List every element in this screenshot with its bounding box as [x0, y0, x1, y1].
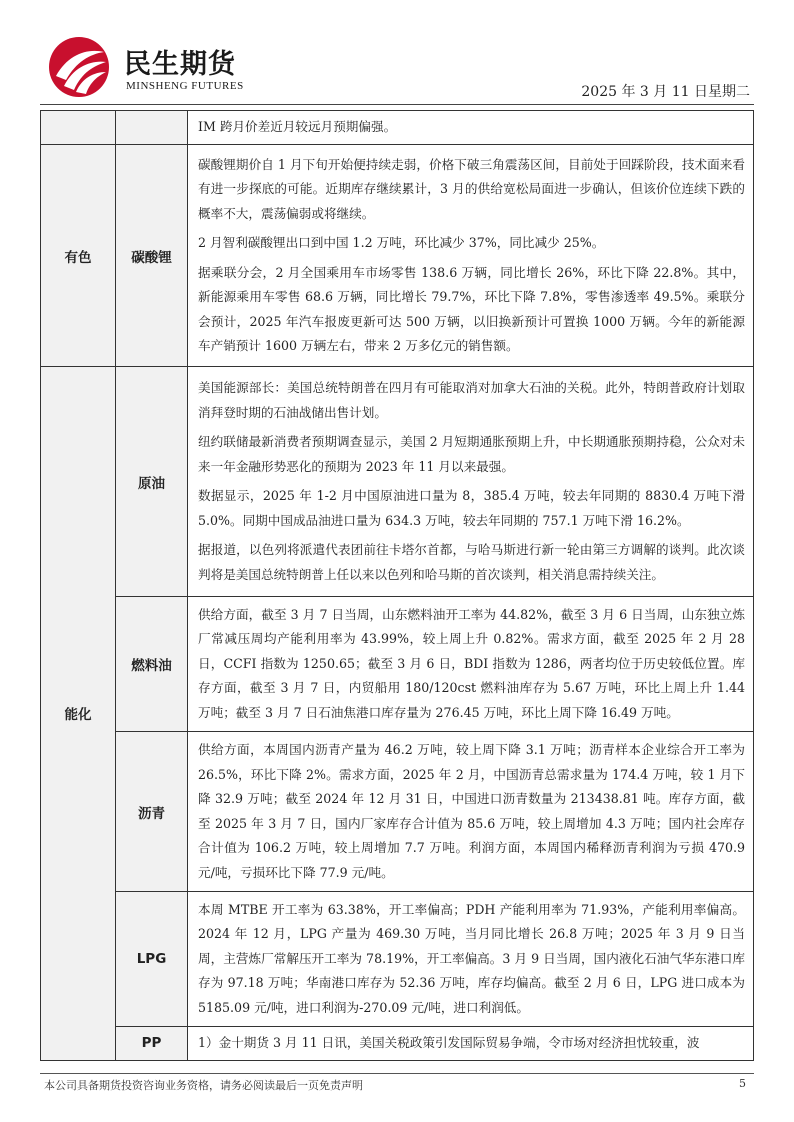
product-cell: PP	[116, 1027, 188, 1061]
table-row	[41, 732, 754, 892]
analysis-cell	[188, 367, 754, 597]
table-row	[41, 892, 754, 1027]
product-cell: LPG	[116, 892, 188, 1027]
report-date: 2025 年 3 月 11 日星期二	[581, 84, 750, 100]
analysis-paragraph: 供给方面，本周国内沥青产量为 46.2 万吨，较上周下降 3.1 万吨；沥青样本企业综合开工率为 26.5%，环比下降 2%。需求方面，2025 年 2 月，中国沥青总需求量为 174.4 万吨，较 1 月下降 32.9 万吨；截至 2024 年 12 月 31 日，中国进口沥青数量为 213438.81 吨。库存方面，截至 2025 年 3 月 7 日，国内厂家库存合计值为 85.6 万吨，较上周增加 4.3 万吨；国内社会库存合计值为 106.2 万吨，较上周增加 7.7 万吨。利润方面，本周国内稀释沥青利润为亏损 470.9 元/吨，亏损环比下降 77.9 元/吨。	[198, 742, 745, 880]
analysis-paragraph: 2 月智利碳酸锂出口到中国 1.2 万吨，环比减少 37%，同比减少 25%。	[198, 235, 605, 250]
minsheng-logo-icon	[48, 36, 110, 98]
product-cell: 原油	[116, 367, 188, 597]
product-cell: 燃料油	[116, 597, 188, 732]
commodity-table	[40, 110, 754, 1061]
analysis-paragraph: 据乘联分会，2 月全国乘用车市场零售 138.6 万辆，同比增长 26%，环比下降 22.8%。其中，新能源乘用车零售 68.6 万辆，同比增长 79.7%，环比下降 7.8%，零售渗透率 49.5%。乘联分会预计，2025 年汽车报废更新可达 500 万辆，以旧换新预计可置换 1000 万辆。今年的新能源车产销预计 1600 万辆左右，带来 2 万多亿元的销售额。	[198, 264, 745, 353]
footer-divider	[40, 1073, 754, 1074]
sector-cell: 有色	[41, 145, 116, 367]
product-cell: 碳酸锂	[116, 145, 188, 367]
header-divider	[40, 104, 754, 105]
table-row	[41, 1027, 754, 1061]
product-cell	[116, 111, 188, 145]
product-cell: 沥青	[116, 732, 188, 892]
brand-name-cn: 民生期货	[124, 49, 236, 80]
table-row	[41, 367, 754, 597]
analysis-cell	[188, 892, 754, 1027]
sector-cell: 能化	[41, 367, 116, 1061]
sector-cell	[41, 111, 116, 145]
brand-name-en: MINSHENG FUTURES	[126, 80, 244, 92]
table-row	[41, 145, 754, 367]
analysis-cell	[188, 1027, 754, 1061]
table-row	[41, 597, 754, 732]
page-number: 5	[739, 1077, 746, 1090]
disclaimer-text: 本公司具备期货投资咨询业务资格，请务必阅读最后一页免责声明	[44, 1079, 363, 1092]
analysis-cell	[188, 732, 754, 892]
analysis-cell	[188, 145, 754, 367]
page-header	[40, 36, 754, 104]
analysis-paragraph: 纽约联储最新消费者预期调查显示，美国 2 月短期通胀预期上升，中长期通胀预期持稳，公众对未来一年金融形势恶化的预期为 2023 年 11 月以来最强。	[198, 434, 745, 474]
analysis-paragraph: 据报道，以色列将派遣代表团前往卡塔尔首都，与哈马斯进行新一轮由第三方调解的谈判。此次谈判将是美国总统特朗普上任以来以色列和哈马斯的首次谈判，相关消息需持续关注。	[198, 542, 745, 582]
table-row	[41, 111, 754, 145]
analysis-paragraph: IM 跨月价差近月较远月预期偏强。	[198, 119, 397, 135]
analysis-cell	[188, 111, 754, 145]
analysis-cell	[188, 597, 754, 732]
analysis-paragraph: 供给方面，截至 3 月 7 日当周，山东燃料油开工率为 44.82%，截至 3 月 6 日当周，山东独立炼厂常减压周均产能利用率为 43.99%，较上周上升 0.82%。需求方面，截至 2025 年 2 月 28 日，CCFI 指数为 1250.65；截至 3 月 6 日，BDI 指数为 1286，两者均位于历史较低位置。库存方面，截至 3 月 7 日，内贸船用 180/120cst 燃料油库存为 5.67 万吨，环比上周上升 1.44 万吨；截至 3 月 7 日石油焦港口库存量为 276.45 万吨，环比上周下降 16.49 万吨。	[198, 606, 745, 720]
analysis-paragraph: 本周 MTBE 开工率为 63.38%，开工率偏高；PDH 产能利用率为 71.93%，产能利用率偏高。2024 年 12 月，LPG 产量为 469.30 万吨，当月同比增长 26.8 万吨；2025 年 3 月 9 日当周，主营炼厂常解压开工率为 78.19%，开工率偏高。3 月 9 日当周，国内液化石油气华东港口库存为 97.18 万吨；华南港口库存为 52.36 万吨，库存均偏高。截至 2 月 6 日，LPG 进口成本为 5185.09 元/吨，进口利润为-270.09 元/吨，进口利润低。	[198, 901, 745, 1015]
analysis-paragraph: 美国能源部长：美国总统特朗普在四月有可能取消对加拿大石油的关税。此外，特朗普政府计划取消拜登时期的石油战储出售计划。	[198, 380, 745, 420]
analysis-paragraph: 1）金十期货 3 月 11 日讯，美国关税政策引发国际贸易争端，令市场对经济担忧较重，波	[198, 1035, 700, 1050]
analysis-paragraph: 碳酸锂期价自 1 月下旬开始便持续走弱，价格下破三角震荡区间，目前处于回踩阶段，技术面来看有进一步探底的可能。近期库存继续累计，3 月的供给宽松局面进一步确认，但该价位连续下跌的概率不大，震荡偏弱或将继续。	[198, 156, 745, 221]
analysis-paragraph: 数据显示，2025 年 1-2 月中国原油进口量为 8，385.4 万吨，较去年同期的 8830.4 万吨下滑 5.0%。同期中国成品油进口量为 634.3 万吨，较去年同期的 757.1 万吨下滑 16.2%。	[198, 488, 745, 528]
